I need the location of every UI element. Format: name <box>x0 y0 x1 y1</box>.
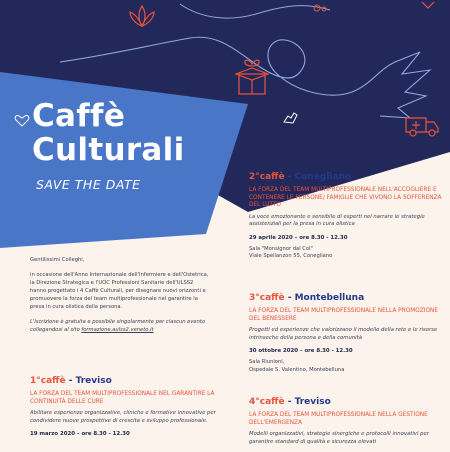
title-line-1: Caffè <box>32 98 126 134</box>
title-line-2: Culturali <box>32 132 185 168</box>
event-2-description: La voce emozionante e sensibile di esperti nel narrare le strategie assistenziali per la presa in cura olistica <box>249 213 425 228</box>
event-2-venue-line-2: Viale Spellanzon 55, Conegliano <box>249 253 333 260</box>
event-2 <box>249 172 444 261</box>
save-the-date: SAVE THE DATE <box>36 177 141 192</box>
event-3-city: Montebelluna <box>294 293 365 303</box>
event-3-venue-line-2: Ospedale S. Valentino, Montebelluna <box>249 366 345 373</box>
event-2-venue-line-1: Sala "Monsignor dal Col" <box>249 245 313 252</box>
event-4 <box>249 397 444 452</box>
event-2-date: 29 aprile 2020 – ore 8.30 - 12.30 <box>249 234 348 241</box>
event-2-city: Conegliano <box>294 172 352 182</box>
signup-note-text: L'iscrizione è gratuita e possibile singolarmente per ciascun evento collegandosi al sito <box>30 319 206 333</box>
gift-box-icon <box>232 54 272 98</box>
greeting: Gentilissimi Colleghi, <box>30 257 85 263</box>
wheelchair-icon <box>312 0 328 12</box>
intro-body: in occasione dell'Anno Internazionale dell'Infermiere e dell'Ostetrica, la Direzione Strategica e l'UOC Professioni Sanitarie dell'ULSS2 hanno progettato i 4 Caffè Culturali, per disegnare nuovi orizzonti e promuovere la forza del team multiprofessionale nel garantire la presa in cura olistica della persona. <box>30 272 209 310</box>
event-3-theme: LA FORZA DEL TEAM MULTIPROFESSIONALE NELLA PROMOZIONE DEL BENESSERE <box>249 308 439 322</box>
event-4-heading <box>249 397 444 407</box>
event-1-number: 1°caffè <box>30 376 66 386</box>
event-4-city: Treviso <box>294 397 331 407</box>
event-3-date: 30 ottobre 2020 – ore 8.30 - 12.30 <box>249 348 353 355</box>
event-1-city: Treviso <box>75 376 112 386</box>
intro-text <box>30 256 210 341</box>
signup-link[interactable]: formazione.aulss2.veneto.it <box>81 327 154 333</box>
event-4-description: Modelli organizzativi, strategie sinergiche e protocolli innovativi per garantire standard di qualità e sicurezza elevati <box>249 431 429 445</box>
signup-note <box>30 318 210 334</box>
ambulance-icon <box>404 112 440 138</box>
event-2-sep: - <box>287 172 295 182</box>
event-3 <box>249 293 444 374</box>
heart-hand-icon <box>418 0 440 10</box>
event-1-date: 19 marzo 2020 – ore 8.30 - 12.30 <box>30 431 130 438</box>
event-1 <box>30 376 225 442</box>
event-3-number: 3°caffè <box>249 293 285 303</box>
lotus-icon <box>124 2 160 30</box>
event-2-theme: LA FORZA DEL TEAM MULTIPROFESSIONALE NELL'ACCOGLIERE E CONTENERE LE PERSONE/ FAMIGLIE CHE VIVONO LA SOFFERENZA DEL LUTTO <box>249 187 442 208</box>
event-3-venue-line-1: Sala Riunioni, <box>249 359 285 366</box>
event-4-sep: - <box>287 397 295 407</box>
event-2-heading <box>249 172 444 182</box>
event-4-theme: LA FORZA DEL TEAM MULTIPROFESSIONALE NELLA GESTIONE DELL'EMERGENZA <box>249 412 428 426</box>
event-3-sep: - <box>287 293 295 303</box>
event-1-heading <box>30 376 225 386</box>
event-3-heading <box>249 293 444 303</box>
helping-hand-icon <box>282 110 300 126</box>
event-1-description: Abilitare esperienze organizzative, cliniche e formative innovative per condividere nuove prospettive di crescita e sviluppo professionale. <box>30 410 216 424</box>
event-4-number: 4°caffè <box>249 397 285 407</box>
event-2-number: 2°caffè <box>249 172 285 182</box>
event-1-theme: LA FORZA DEL TEAM MULTIPROFESSIONALE NEL GARANTIRE LA CONTINUITÀ DELLE CURE <box>30 391 215 405</box>
heart-hands-icon <box>12 112 32 130</box>
event-3-description: Progetti ed esperienze che valorizzano il modello della rete e le risorse intrinseche della persona e della comunità <box>249 327 438 341</box>
event-1-sep: - <box>68 376 76 386</box>
